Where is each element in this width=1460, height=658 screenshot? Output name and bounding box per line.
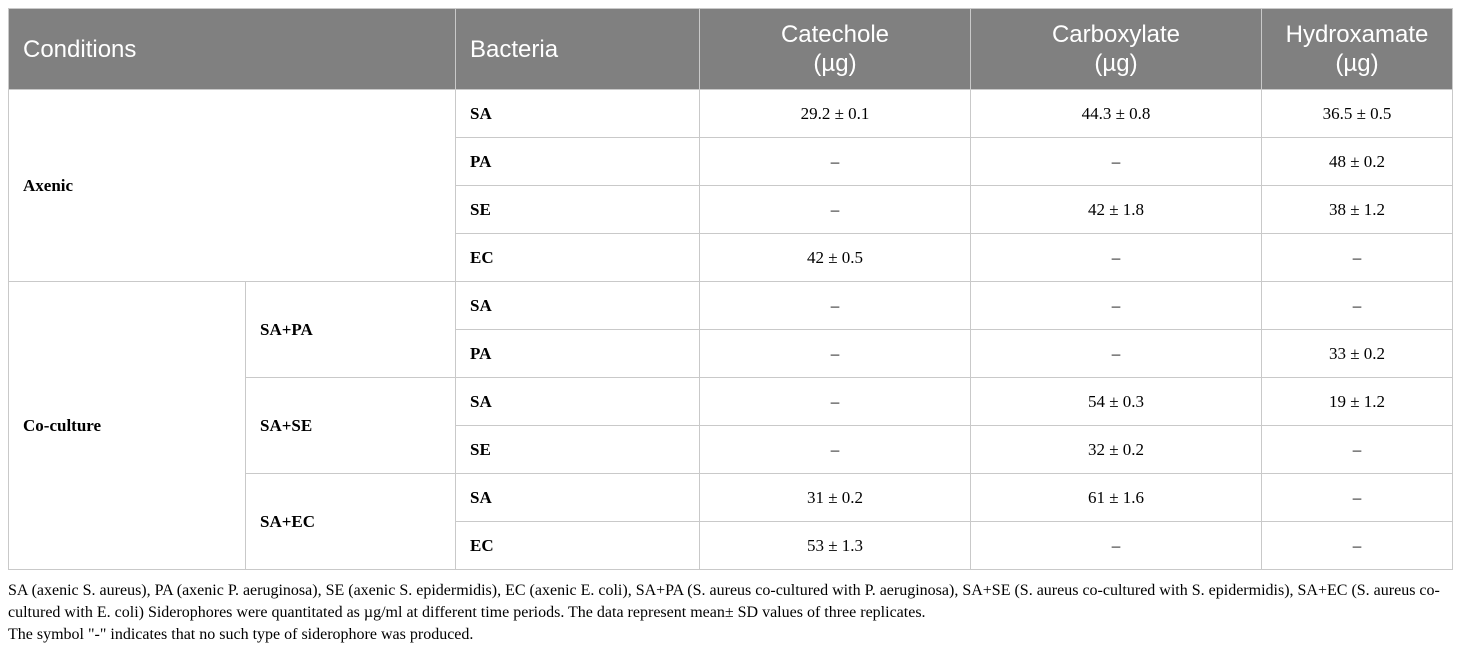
catechole-cell: 31 ± 0.2 <box>700 474 971 522</box>
carboxylate-cell: – <box>971 282 1262 330</box>
condition-coculture: Co-culture <box>9 282 246 570</box>
catechole-cell: 29.2 ± 0.1 <box>700 90 971 138</box>
hydroxamate-cell: – <box>1262 282 1453 330</box>
hydroxamate-cell: 19 ± 1.2 <box>1262 378 1453 426</box>
header-carboxylate-label: Carboxylate <box>1051 21 1181 48</box>
bacteria-cell: SE <box>456 186 700 234</box>
hydroxamate-cell: – <box>1262 522 1453 570</box>
table-footnotes <box>8 580 1452 646</box>
pairing-sa-ec: SA+EC <box>246 474 456 570</box>
bacteria-cell: SA <box>456 90 700 138</box>
footnote-abbreviations: SA (axenic S. aureus), PA (axenic P. aeruginosa), SE (axenic S. epidermidis), EC (axenic E. coli), SA+PA (S. aureus co-cultured with P. aeruginosa), SA+SE (S. aureus co-cultured with S. epidermidis), SA+EC (S. aureus co-cultured with E. coli) Siderophores were quantitated as µg/ml at different time periods. The data represent mean± SD values of three replicates. <box>8 582 1440 621</box>
siderophore-table <box>8 8 1453 570</box>
catechole-cell: – <box>700 378 971 426</box>
bacteria-cell: SE <box>456 426 700 474</box>
bacteria-cell: EC <box>456 522 700 570</box>
table-row <box>9 90 1453 138</box>
hydroxamate-cell: – <box>1262 234 1453 282</box>
hydroxamate-cell: – <box>1262 474 1453 522</box>
header-catechole <box>700 9 971 90</box>
carboxylate-cell: 44.3 ± 0.8 <box>971 90 1262 138</box>
carboxylate-cell: – <box>971 234 1262 282</box>
catechole-cell: – <box>700 282 971 330</box>
header-carboxylate-unit: (µg) <box>1094 50 1138 77</box>
header-hydroxamate-label: Hydroxamate <box>1285 21 1429 48</box>
carboxylate-cell: – <box>971 138 1262 186</box>
header-catechole-unit: (µg) <box>813 50 857 77</box>
catechole-cell: 42 ± 0.5 <box>700 234 971 282</box>
table-row <box>9 282 1453 330</box>
bacteria-cell: SA <box>456 474 700 522</box>
bacteria-cell: PA <box>456 138 700 186</box>
condition-axenic: Axenic <box>9 90 456 282</box>
hydroxamate-cell: 48 ± 0.2 <box>1262 138 1453 186</box>
bacteria-cell: EC <box>456 234 700 282</box>
bacteria-cell: PA <box>456 330 700 378</box>
hydroxamate-cell: 36.5 ± 0.5 <box>1262 90 1453 138</box>
catechole-cell: – <box>700 186 971 234</box>
bacteria-cell: SA <box>456 378 700 426</box>
carboxylate-cell: 42 ± 1.8 <box>971 186 1262 234</box>
carboxylate-cell: 32 ± 0.2 <box>971 426 1262 474</box>
hydroxamate-cell: – <box>1262 426 1453 474</box>
header-bacteria: Bacteria <box>456 9 700 90</box>
catechole-cell: – <box>700 138 971 186</box>
catechole-cell: – <box>700 330 971 378</box>
bacteria-cell: SA <box>456 282 700 330</box>
pairing-sa-pa: SA+PA <box>246 282 456 378</box>
carboxylate-cell: 61 ± 1.6 <box>971 474 1262 522</box>
footnote-symbol: The symbol "-" indicates that no such type of siderophore was produced. <box>8 626 474 643</box>
hydroxamate-cell: 38 ± 1.2 <box>1262 186 1453 234</box>
catechole-cell: 53 ± 1.3 <box>700 522 971 570</box>
header-hydroxamate-unit: (µg) <box>1335 50 1379 77</box>
header-carboxylate <box>971 9 1262 90</box>
header-row <box>9 9 1453 90</box>
carboxylate-cell: 54 ± 0.3 <box>971 378 1262 426</box>
catechole-cell: – <box>700 426 971 474</box>
hydroxamate-cell: 33 ± 0.2 <box>1262 330 1453 378</box>
header-conditions: Conditions <box>9 9 456 90</box>
header-hydroxamate <box>1262 9 1453 90</box>
carboxylate-cell: – <box>971 522 1262 570</box>
pairing-sa-se: SA+SE <box>246 378 456 474</box>
header-catechole-label: Catechole <box>780 21 890 48</box>
carboxylate-cell: – <box>971 330 1262 378</box>
